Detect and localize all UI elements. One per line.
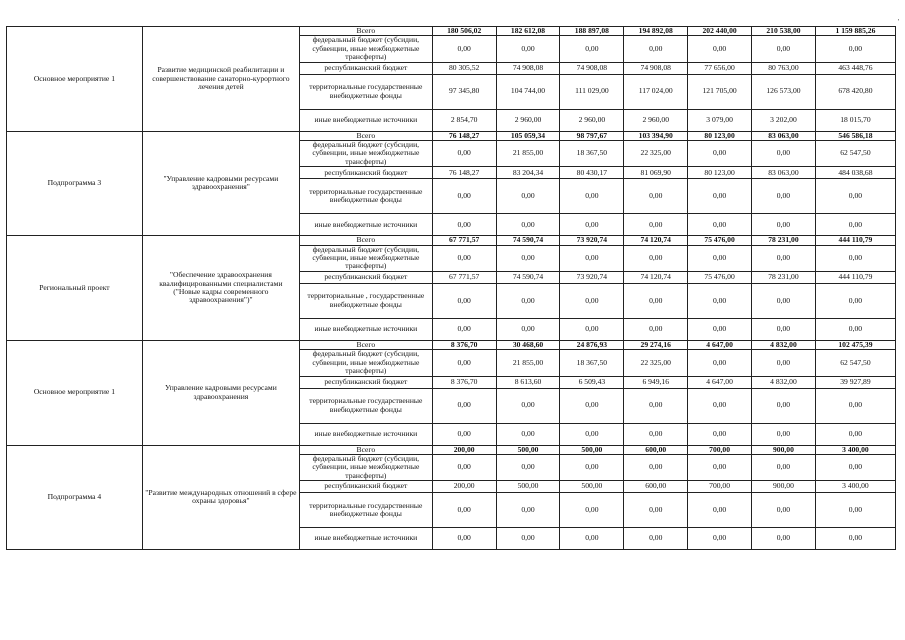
total-amount-cell: 0,00 [815,36,895,62]
amount-cell: 600,00 [624,481,688,493]
amount-cell: 500,00 [496,481,560,493]
funding-source-cell: территориальные государственные внебюджетные фонды [299,493,432,528]
amount-cell: 0,00 [560,318,624,340]
funding-source-cell: иные внебюджетные источники [299,109,432,131]
amount-cell: 700,00 [688,481,752,493]
amount-cell: 0,00 [688,388,752,423]
amount-cell: 200,00 [432,445,496,454]
amount-cell: 0,00 [752,454,816,480]
amount-cell: 0,00 [624,179,688,214]
amount-cell: 0,00 [752,141,816,167]
funding-source-cell: территориальные государственные внебюджетные фонды [299,74,432,109]
amount-cell: 0,00 [496,179,560,214]
amount-cell: 105 059,34 [496,131,560,140]
funding-source-cell: республиканский бюджет [299,271,432,283]
total-row [7,27,896,36]
amount-cell: 75 476,00 [688,236,752,245]
amount-cell: 2 854,70 [432,109,496,131]
amount-cell: 0,00 [624,214,688,236]
funding-source-cell: иные внебюджетные источники [299,423,432,445]
amount-cell: 76 148,27 [432,167,496,179]
amount-cell: 0,00 [496,454,560,480]
funding-source-cell: Всего [299,131,432,140]
amount-cell: 0,00 [560,245,624,271]
amount-cell: 180 506,02 [432,27,496,36]
amount-cell: 0,00 [752,350,816,376]
amount-cell: 29 274,16 [624,340,688,349]
amount-cell: 3 202,00 [752,109,816,131]
amount-cell: 111 029,00 [560,74,624,109]
amount-cell: 0,00 [688,454,752,480]
total-amount-cell: 0,00 [815,214,895,236]
amount-cell: 0,00 [752,423,816,445]
funding-source-cell: Всего [299,27,432,36]
total-amount-cell: 39 927,89 [815,376,895,388]
amount-cell: 0,00 [688,350,752,376]
amount-cell: 8 376,70 [432,340,496,349]
amount-cell: 80 123,00 [688,131,752,140]
amount-cell: 74 590,74 [496,236,560,245]
amount-cell: 0,00 [688,318,752,340]
amount-cell: 0,00 [432,36,496,62]
amount-cell: 0,00 [432,179,496,214]
amount-cell: 0,00 [624,245,688,271]
amount-cell: 0,00 [560,214,624,236]
amount-cell: 0,00 [496,423,560,445]
amount-cell: 0,00 [688,179,752,214]
amount-cell: 0,00 [688,493,752,528]
funding-source-cell: федеральный бюджет (субсидии, субвенции, иные межбюджетные трансферты) [299,36,432,62]
amount-cell: 78 231,00 [752,271,816,283]
amount-cell: 2 960,00 [496,109,560,131]
amount-cell: 0,00 [560,423,624,445]
funding-source-cell: территориальные государственные внебюджетные фонды [299,388,432,423]
amount-cell: 0,00 [752,245,816,271]
amount-cell: 900,00 [752,445,816,454]
amount-cell: 76 148,27 [432,131,496,140]
total-amount-cell: 0,00 [815,179,895,214]
amount-cell: 22 325,00 [624,141,688,167]
funding-source-cell: иные внебюджетные источники [299,318,432,340]
amount-cell: 0,00 [624,318,688,340]
program-name-cell: Управление кадровыми ресурсами здравоохранения [142,340,299,445]
amount-cell: 21 855,00 [496,141,560,167]
amount-cell: 0,00 [432,214,496,236]
total-amount-cell: 678 420,80 [815,74,895,109]
amount-cell: 0,00 [624,423,688,445]
total-row [7,236,896,245]
total-amount-cell: 0,00 [815,245,895,271]
amount-cell: 83 063,00 [752,167,816,179]
amount-cell: 4 832,00 [752,376,816,388]
amount-cell: 0,00 [432,318,496,340]
amount-cell: 500,00 [560,481,624,493]
total-amount-cell: 3 400,00 [815,481,895,493]
amount-cell: 0,00 [496,283,560,318]
amount-cell: 210 538,00 [752,27,816,36]
amount-cell: 0,00 [688,245,752,271]
amount-cell: 0,00 [752,493,816,528]
amount-cell: 74 908,08 [624,62,688,74]
amount-cell: 0,00 [560,493,624,528]
funding-source-cell: территориальные , государственные внебюджетные фонды [299,283,432,318]
amount-cell: 0,00 [688,214,752,236]
amount-cell: 0,00 [432,245,496,271]
amount-cell: 77 656,00 [688,62,752,74]
program-type-cell: Основное мероприятие 1 [7,340,143,445]
program-name-cell: "Управление кадровыми ресурсами здравоохранения" [142,131,299,236]
total-amount-cell: 444 110,79 [815,236,895,245]
amount-cell: 75 476,00 [688,271,752,283]
amount-cell: 0,00 [752,318,816,340]
amount-cell: 80 430,17 [560,167,624,179]
amount-cell: 0,00 [624,283,688,318]
funding-source-cell: федеральный бюджет (субсидии, субвенции, иные межбюджетные трансферты) [299,141,432,167]
amount-cell: 0,00 [560,528,624,550]
program-name-cell: "Обеспечение здравоохранения квалифицированными специалистами ("Новые кадры современного здравоохранения")" [142,236,299,341]
amount-cell: 67 771,57 [432,236,496,245]
funding-source-cell: территориальные государственные внебюджетные фонды [299,179,432,214]
amount-cell: 0,00 [432,528,496,550]
total-amount-cell: 444 110,79 [815,271,895,283]
amount-cell: 80 123,00 [688,167,752,179]
program-type-cell: Подпрограмма 4 [7,445,143,550]
amount-cell: 73 920,74 [560,271,624,283]
amount-cell: 0,00 [560,36,624,62]
funding-source-cell: федеральный бюджет (субсидии, субвенции, иные межбюджетные трансферты) [299,454,432,480]
amount-cell: 0,00 [624,36,688,62]
amount-cell: 3 079,00 [688,109,752,131]
funding-source-cell: республиканский бюджет [299,167,432,179]
amount-cell: 202 440,00 [688,27,752,36]
amount-cell: 0,00 [496,318,560,340]
amount-cell: 6 509,43 [560,376,624,388]
amount-cell: 900,00 [752,481,816,493]
program-type-cell: Основное мероприятие 1 [7,27,143,132]
amount-cell: 18 367,50 [560,141,624,167]
amount-cell: 0,00 [688,423,752,445]
amount-cell: 126 573,00 [752,74,816,109]
amount-cell: 6 949,16 [624,376,688,388]
amount-cell: 81 069,90 [624,167,688,179]
total-row [7,340,896,349]
amount-cell: 67 771,57 [432,271,496,283]
amount-cell: 0,00 [624,454,688,480]
total-amount-cell: 0,00 [815,388,895,423]
amount-cell: 0,00 [432,350,496,376]
funding-source-cell: республиканский бюджет [299,481,432,493]
amount-cell: 0,00 [688,528,752,550]
program-name-cell: "Развитие международных отношений в сфере охраны здоровья" [142,445,299,550]
funding-source-cell: иные внебюджетные источники [299,528,432,550]
amount-cell: 0,00 [432,493,496,528]
total-amount-cell: 0,00 [815,423,895,445]
total-amount-cell: 0,00 [815,283,895,318]
amount-cell: 8 613,60 [496,376,560,388]
amount-cell: 83 063,00 [752,131,816,140]
amount-cell: 0,00 [624,528,688,550]
corner-mark: ' [897,18,899,26]
amount-cell: 74 908,08 [496,62,560,74]
total-amount-cell: 18 015,70 [815,109,895,131]
funding-source-cell: Всего [299,236,432,245]
total-amount-cell: 1 159 885,26 [815,27,895,36]
total-amount-cell: 0,00 [815,528,895,550]
amount-cell: 0,00 [752,214,816,236]
program-name-cell: Развитие медицинской реабилитации и совершенствование санаторно-курортного лечения детей [142,27,299,132]
amount-cell: 80 305,52 [432,62,496,74]
amount-cell: 4 832,00 [752,340,816,349]
amount-cell: 0,00 [752,528,816,550]
amount-cell: 0,00 [432,423,496,445]
amount-cell: 104 744,00 [496,74,560,109]
funding-source-cell: федеральный бюджет (субсидии, субвенции, иные межбюджетные трансферты) [299,245,432,271]
amount-cell: 0,00 [560,283,624,318]
amount-cell: 0,00 [560,179,624,214]
total-amount-cell: 102 475,39 [815,340,895,349]
amount-cell: 0,00 [752,388,816,423]
amount-cell: 103 394,90 [624,131,688,140]
amount-cell: 0,00 [432,454,496,480]
amount-cell: 0,00 [752,179,816,214]
amount-cell: 74 120,74 [624,236,688,245]
funding-source-cell: Всего [299,340,432,349]
total-row [7,131,896,140]
total-amount-cell: 484 038,68 [815,167,895,179]
amount-cell: 0,00 [432,283,496,318]
amount-cell: 73 920,74 [560,236,624,245]
amount-cell: 500,00 [496,445,560,454]
amount-cell: 74 590,74 [496,271,560,283]
amount-cell: 0,00 [496,528,560,550]
amount-cell: 0,00 [688,141,752,167]
amount-cell: 194 892,08 [624,27,688,36]
total-amount-cell: 0,00 [815,318,895,340]
amount-cell: 0,00 [432,388,496,423]
amount-cell: 74 120,74 [624,271,688,283]
amount-cell: 21 855,00 [496,350,560,376]
amount-cell: 0,00 [496,36,560,62]
budget-table [6,26,896,550]
funding-source-cell: федеральный бюджет (субсидии, субвенции, иные межбюджетные трансферты) [299,350,432,376]
amount-cell: 83 204,34 [496,167,560,179]
amount-cell: 0,00 [624,388,688,423]
program-type-cell: Региональный проект [7,236,143,341]
amount-cell: 0,00 [560,454,624,480]
amount-cell: 0,00 [688,283,752,318]
amount-cell: 98 797,67 [560,131,624,140]
amount-cell: 0,00 [752,283,816,318]
amount-cell: 97 345,80 [432,74,496,109]
amount-cell: 4 647,00 [688,340,752,349]
amount-cell: 121 705,00 [688,74,752,109]
total-amount-cell: 3 400,00 [815,445,895,454]
amount-cell: 200,00 [432,481,496,493]
amount-cell: 0,00 [752,36,816,62]
amount-cell: 80 763,00 [752,62,816,74]
amount-cell: 22 325,00 [624,350,688,376]
amount-cell: 0,00 [432,141,496,167]
amount-cell: 188 897,08 [560,27,624,36]
amount-cell: 78 231,00 [752,236,816,245]
funding-source-cell: иные внебюджетные источники [299,214,432,236]
amount-cell: 24 876,93 [560,340,624,349]
amount-cell: 0,00 [560,388,624,423]
amount-cell: 30 468,60 [496,340,560,349]
amount-cell: 0,00 [624,493,688,528]
total-amount-cell: 546 586,18 [815,131,895,140]
amount-cell: 18 367,50 [560,350,624,376]
amount-cell: 0,00 [496,214,560,236]
amount-cell: 117 024,00 [624,74,688,109]
amount-cell: 0,00 [496,388,560,423]
funding-source-cell: республиканский бюджет [299,376,432,388]
amount-cell: 600,00 [624,445,688,454]
amount-cell: 182 612,08 [496,27,560,36]
amount-cell: 2 960,00 [624,109,688,131]
amount-cell: 0,00 [496,493,560,528]
amount-cell: 74 908,08 [560,62,624,74]
amount-cell: 4 647,00 [688,376,752,388]
amount-cell: 0,00 [496,245,560,271]
total-amount-cell: 62 547,50 [815,350,895,376]
amount-cell: 8 376,70 [432,376,496,388]
funding-source-cell: республиканский бюджет [299,62,432,74]
budget-table-body [7,27,896,550]
total-amount-cell: 0,00 [815,454,895,480]
total-amount-cell: 62 547,50 [815,141,895,167]
amount-cell: 2 960,00 [560,109,624,131]
amount-cell: 500,00 [560,445,624,454]
amount-cell: 700,00 [688,445,752,454]
program-type-cell: Подпрограмма 3 [7,131,143,236]
total-amount-cell: 463 448,76 [815,62,895,74]
funding-source-cell: Всего [299,445,432,454]
amount-cell: 0,00 [688,36,752,62]
total-row [7,445,896,454]
total-amount-cell: 0,00 [815,493,895,528]
